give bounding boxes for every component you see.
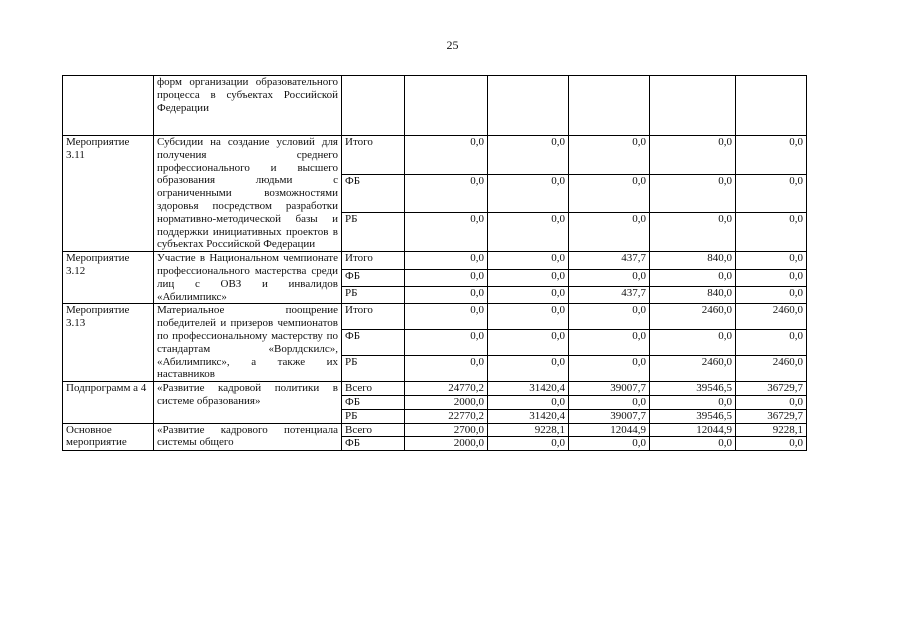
activity-label: Мероприятие 3.11 [63, 136, 154, 252]
amount-cell: 0,0 [569, 330, 650, 356]
table-row [63, 304, 807, 330]
amount-cell: 0,0 [488, 286, 569, 303]
amount-cell: 0,0 [488, 330, 569, 356]
table-row [63, 136, 807, 175]
amount-cell: 12044,9 [569, 423, 650, 437]
amount-cell: 437,7 [569, 286, 650, 303]
amount-cell: 0,0 [405, 136, 488, 175]
amount-cell: 0,0 [650, 395, 736, 409]
amount-cell: 39546,5 [650, 409, 736, 423]
funding-source: РБ [342, 213, 405, 252]
amount-cell: 2460,0 [650, 356, 736, 382]
activity-description: Субсидии на создание условий для получения среднего профессионального и высшего образования людьми с ограниченными возможностями здоровья посредством разработки нормативно-методической базы и поддержки инициативных проектов в субъектах Российской Федерации [154, 136, 342, 252]
empty-cell [736, 76, 807, 136]
amount-cell: 0,0 [650, 330, 736, 356]
funding-source: Итого [342, 252, 405, 269]
amount-cell: 0,0 [569, 304, 650, 330]
funding-source: Всего [342, 382, 405, 396]
amount-cell: 0,0 [405, 174, 488, 213]
amount-cell: 0,0 [405, 252, 488, 269]
amount-cell: 0,0 [736, 213, 807, 252]
funding-source: РБ [342, 286, 405, 303]
amount-cell: 0,0 [488, 136, 569, 175]
activity-label: Мероприятие 3.12 [63, 252, 154, 304]
activity-description: «Развитие кадровой политики в системе образования» [154, 382, 342, 423]
amount-cell: 0,0 [405, 330, 488, 356]
table-row [63, 382, 807, 396]
funding-source: РБ [342, 356, 405, 382]
amount-cell: 0,0 [650, 174, 736, 213]
amount-cell: 2000,0 [405, 395, 488, 409]
funding-source: ФБ [342, 330, 405, 356]
funding-source: Итого [342, 136, 405, 175]
amount-cell: 0,0 [736, 286, 807, 303]
amount-cell: 0,0 [488, 304, 569, 330]
funding-source: ФБ [342, 174, 405, 213]
amount-cell: 0,0 [736, 252, 807, 269]
amount-cell: 0,0 [488, 437, 569, 451]
continuation-row [63, 76, 807, 136]
amount-cell: 0,0 [488, 213, 569, 252]
amount-cell: 9228,1 [488, 423, 569, 437]
amount-cell: 0,0 [569, 136, 650, 175]
amount-cell: 0,0 [405, 269, 488, 286]
activity-description: Участие в Национальном чемпионате профессионального мастерства среди лиц с ОВЗ и инвалидов «Абилимпикс» [154, 252, 342, 304]
amount-cell: 36729,7 [736, 409, 807, 423]
funding-source: ФБ [342, 269, 405, 286]
activity-label: Мероприятие 3.13 [63, 304, 154, 382]
empty-cell [488, 76, 569, 136]
funding-source: ФБ [342, 395, 405, 409]
amount-cell: 0,0 [405, 213, 488, 252]
amount-cell: 0,0 [488, 356, 569, 382]
funding-source: ФБ [342, 437, 405, 451]
amount-cell: 39546,5 [650, 382, 736, 396]
amount-cell: 0,0 [736, 395, 807, 409]
amount-cell: 0,0 [405, 356, 488, 382]
amount-cell: 0,0 [405, 304, 488, 330]
amount-cell: 0,0 [405, 286, 488, 303]
amount-cell: 12044,9 [650, 423, 736, 437]
empty-cell [342, 76, 405, 136]
amount-cell: 0,0 [488, 174, 569, 213]
budget-table [62, 75, 807, 451]
amount-cell: 0,0 [488, 269, 569, 286]
funding-source: Итого [342, 304, 405, 330]
amount-cell: 31420,4 [488, 382, 569, 396]
amount-cell: 0,0 [736, 437, 807, 451]
amount-cell: 31420,4 [488, 409, 569, 423]
amount-cell: 0,0 [569, 213, 650, 252]
amount-cell: 0,0 [650, 213, 736, 252]
amount-cell: 22770,2 [405, 409, 488, 423]
table-row [63, 423, 807, 437]
amount-cell: 0,0 [650, 269, 736, 286]
budget-table-body [63, 76, 807, 451]
amount-cell: 437,7 [569, 252, 650, 269]
amount-cell: 0,0 [569, 174, 650, 213]
amount-cell: 36729,7 [736, 382, 807, 396]
page-number: 25 [446, 38, 459, 52]
amount-cell: 0,0 [736, 269, 807, 286]
amount-cell: 0,0 [736, 136, 807, 175]
funding-source: Всего [342, 423, 405, 437]
amount-cell: 2700,0 [405, 423, 488, 437]
amount-cell: 0,0 [736, 330, 807, 356]
amount-cell: 0,0 [736, 174, 807, 213]
amount-cell: 2460,0 [650, 304, 736, 330]
amount-cell: 2000,0 [405, 437, 488, 451]
empty-cell [405, 76, 488, 136]
amount-cell: 0,0 [569, 395, 650, 409]
table-row [63, 252, 807, 269]
empty-cell [650, 76, 736, 136]
amount-cell: 0,0 [488, 252, 569, 269]
activity-description: «Развитие кадрового потенциала системы общего [154, 423, 342, 451]
funding-source: РБ [342, 409, 405, 423]
activity-label: Подпрограмм а 4 [63, 382, 154, 423]
amount-cell: 840,0 [650, 286, 736, 303]
amount-cell: 0,0 [650, 136, 736, 175]
amount-cell: 2460,0 [736, 304, 807, 330]
activity-label: Основное мероприятие [63, 423, 154, 451]
amount-cell: 2460,0 [736, 356, 807, 382]
amount-cell: 0,0 [488, 395, 569, 409]
amount-cell: 0,0 [569, 437, 650, 451]
amount-cell: 840,0 [650, 252, 736, 269]
amount-cell: 0,0 [569, 269, 650, 286]
amount-cell: 0,0 [569, 356, 650, 382]
amount-cell: 39007,7 [569, 409, 650, 423]
amount-cell: 39007,7 [569, 382, 650, 396]
activity-description: Материальное поощрение победителей и призеров чемпионатов по профессиональному мастерству по стандартам «Ворлдскилс», «Абилимпикс», а также их наставников [154, 304, 342, 382]
amount-cell: 24770,2 [405, 382, 488, 396]
empty-cell [569, 76, 650, 136]
amount-cell: 0,0 [650, 437, 736, 451]
amount-cell: 9228,1 [736, 423, 807, 437]
continuation-text: форм организации образовательного процесса в субъектах Российской Федерации [154, 76, 342, 136]
empty-cell [63, 76, 154, 136]
